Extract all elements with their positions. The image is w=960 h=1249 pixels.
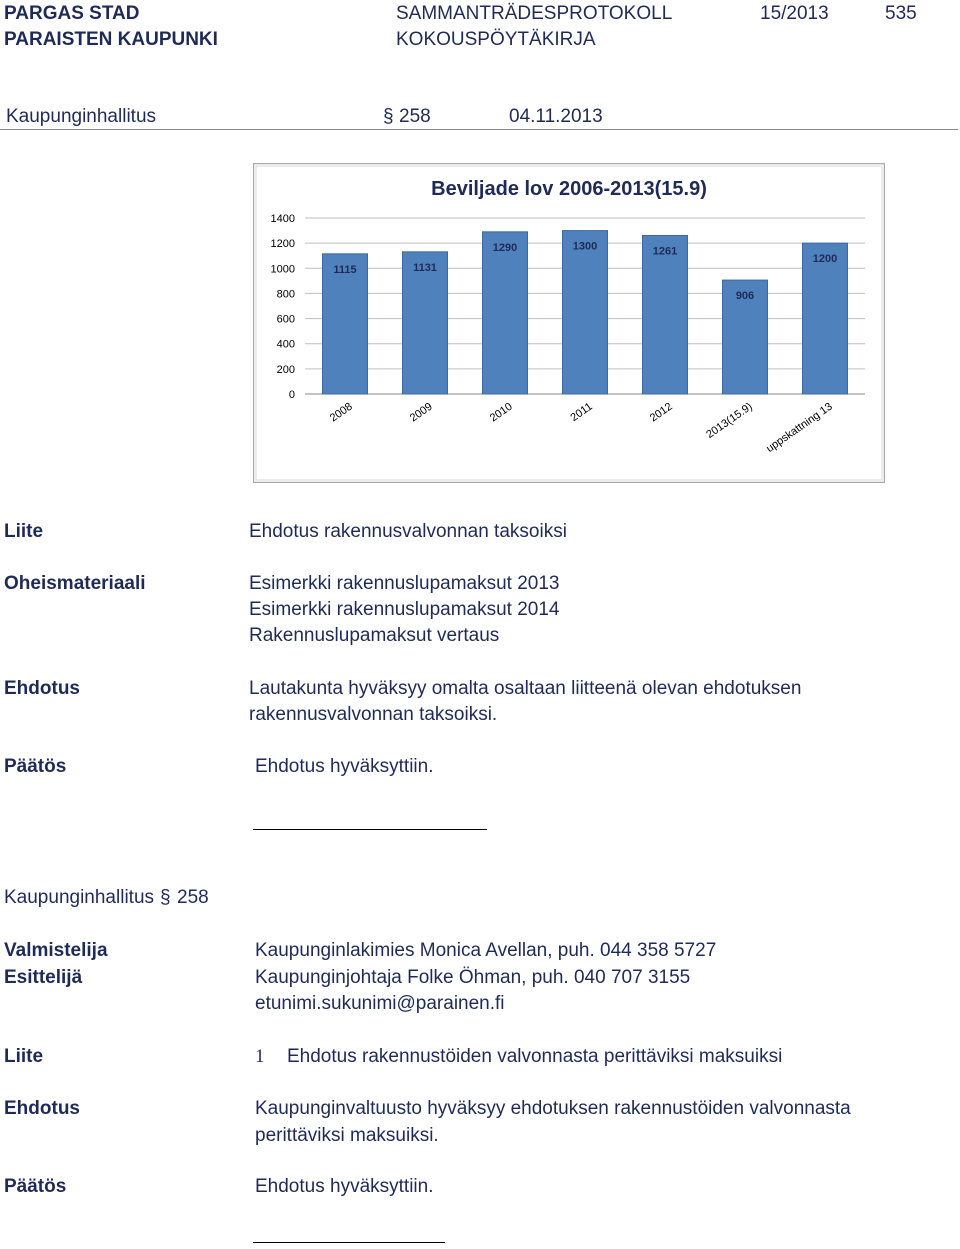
meeting-date: 04.11.2013 [509, 106, 603, 127]
oheismateriaali-line: Esimerkki rakennuslupamaksut 2014 [249, 599, 560, 620]
page-number: 535 [885, 3, 917, 24]
paatos-text: Ehdotus hyväksyttiin. [255, 1176, 434, 1197]
data-label: 1290 [492, 241, 518, 254]
issue-number: 15/2013 [760, 3, 829, 24]
doc-type-sv: SAMMANTRÄDESPROTOKOLL [396, 3, 673, 24]
org-name-sv: PARAISTEN KAUPUNKI [4, 29, 218, 50]
x-tick-label: 2009 [407, 400, 435, 425]
oheismateriaali-line: Esimerkki rakennuslupamaksut 2013 [249, 573, 560, 594]
x-tick-label: uppskattning 13 [764, 400, 835, 456]
section2-number: 258 [177, 887, 209, 908]
data-label: 1261 [652, 245, 678, 258]
bar [563, 231, 608, 394]
paatos-label: Päätös [4, 1176, 67, 1197]
ehdotus-line: Lautakunta hyväksyy omalta osaltaan liitteenä olevan ehdotuksen [249, 678, 802, 699]
section-sign: § [383, 106, 394, 127]
oheismateriaali-line: Rakennuslupamaksut vertaus [249, 625, 500, 646]
liite-number: 1 [255, 1046, 265, 1067]
liite-label: Liite [4, 521, 44, 542]
y-tick-label: 200 [276, 363, 295, 376]
bar-chart [253, 163, 885, 483]
paatos-label: Päätös [4, 756, 67, 777]
data-label: 1300 [572, 240, 598, 253]
bar [803, 243, 848, 394]
esittelija-text: Kaupunginjohtaja Folke Öhman, puh. 040 707 3155 [255, 967, 691, 988]
contact-email: etunimi.sukunimi@parainen.fi [255, 993, 505, 1014]
y-tick-label: 0 [288, 389, 295, 401]
section-number: 258 [399, 106, 431, 127]
chart-title: Beviljade lov 2006-2013(15.9) [431, 178, 707, 200]
esittelija-label: Esittelijä [4, 967, 83, 988]
data-label: 1115 [333, 263, 357, 276]
org-name-fi: PARGAS STAD [4, 3, 140, 24]
liite-label: Liite [4, 1046, 44, 1067]
x-tick-label: 2013(15.9) [704, 400, 755, 441]
valmistelija-text: Kaupunginlakimies Monica Avellan, puh. 044 358 5727 [255, 940, 717, 961]
header-rule [0, 129, 958, 130]
y-tick-label: 400 [276, 338, 295, 351]
y-tick-label: 800 [276, 288, 295, 301]
bar [483, 232, 528, 394]
section2-body: Kaupunginhallitus [4, 887, 155, 908]
ehdotus-line: perittäviksi maksuiksi. [255, 1125, 439, 1146]
data-label: 1200 [812, 253, 838, 266]
liite-text: Ehdotus rakennustöiden valvonnasta perittäviksi maksuiksi [287, 1046, 783, 1067]
section-end-line [253, 1242, 445, 1243]
meeting-body: Kaupunginhallitus [6, 106, 157, 127]
ehdotus-label: Ehdotus [4, 1098, 80, 1119]
ehdotus-line: Kaupunginvaltuusto hyväksyy ehdotuksen rakennustöiden valvonnasta [255, 1098, 851, 1119]
x-tick-label: 2011 [568, 400, 595, 425]
section2-sign: § [160, 887, 171, 908]
valmistelija-label: Valmistelija [4, 940, 108, 961]
x-tick-label: 2010 [487, 400, 515, 425]
section-end-line [253, 829, 487, 830]
y-tick-label: 1200 [270, 238, 295, 251]
doc-type-fi: KOKOUSPÖYTÄKIRJA [396, 29, 596, 50]
bar [643, 235, 688, 394]
paatos-text: Ehdotus hyväksyttiin. [255, 756, 434, 777]
y-tick-label: 1400 [270, 213, 295, 225]
x-tick-label: 2012 [647, 400, 675, 425]
data-label: 906 [735, 290, 755, 303]
y-tick-label: 600 [276, 313, 295, 326]
ehdotus-line: rakennusvalvonnan taksoiksi. [249, 704, 498, 725]
oheismateriaali-label: Oheismateriaali [4, 573, 146, 594]
ehdotus-label: Ehdotus [4, 678, 80, 699]
liite-text: Ehdotus rakennusvalvonnan taksoiksi [249, 521, 567, 542]
data-label: 1131 [413, 261, 437, 274]
x-tick-label: 2008 [327, 400, 355, 425]
y-tick-label: 1000 [270, 263, 295, 276]
